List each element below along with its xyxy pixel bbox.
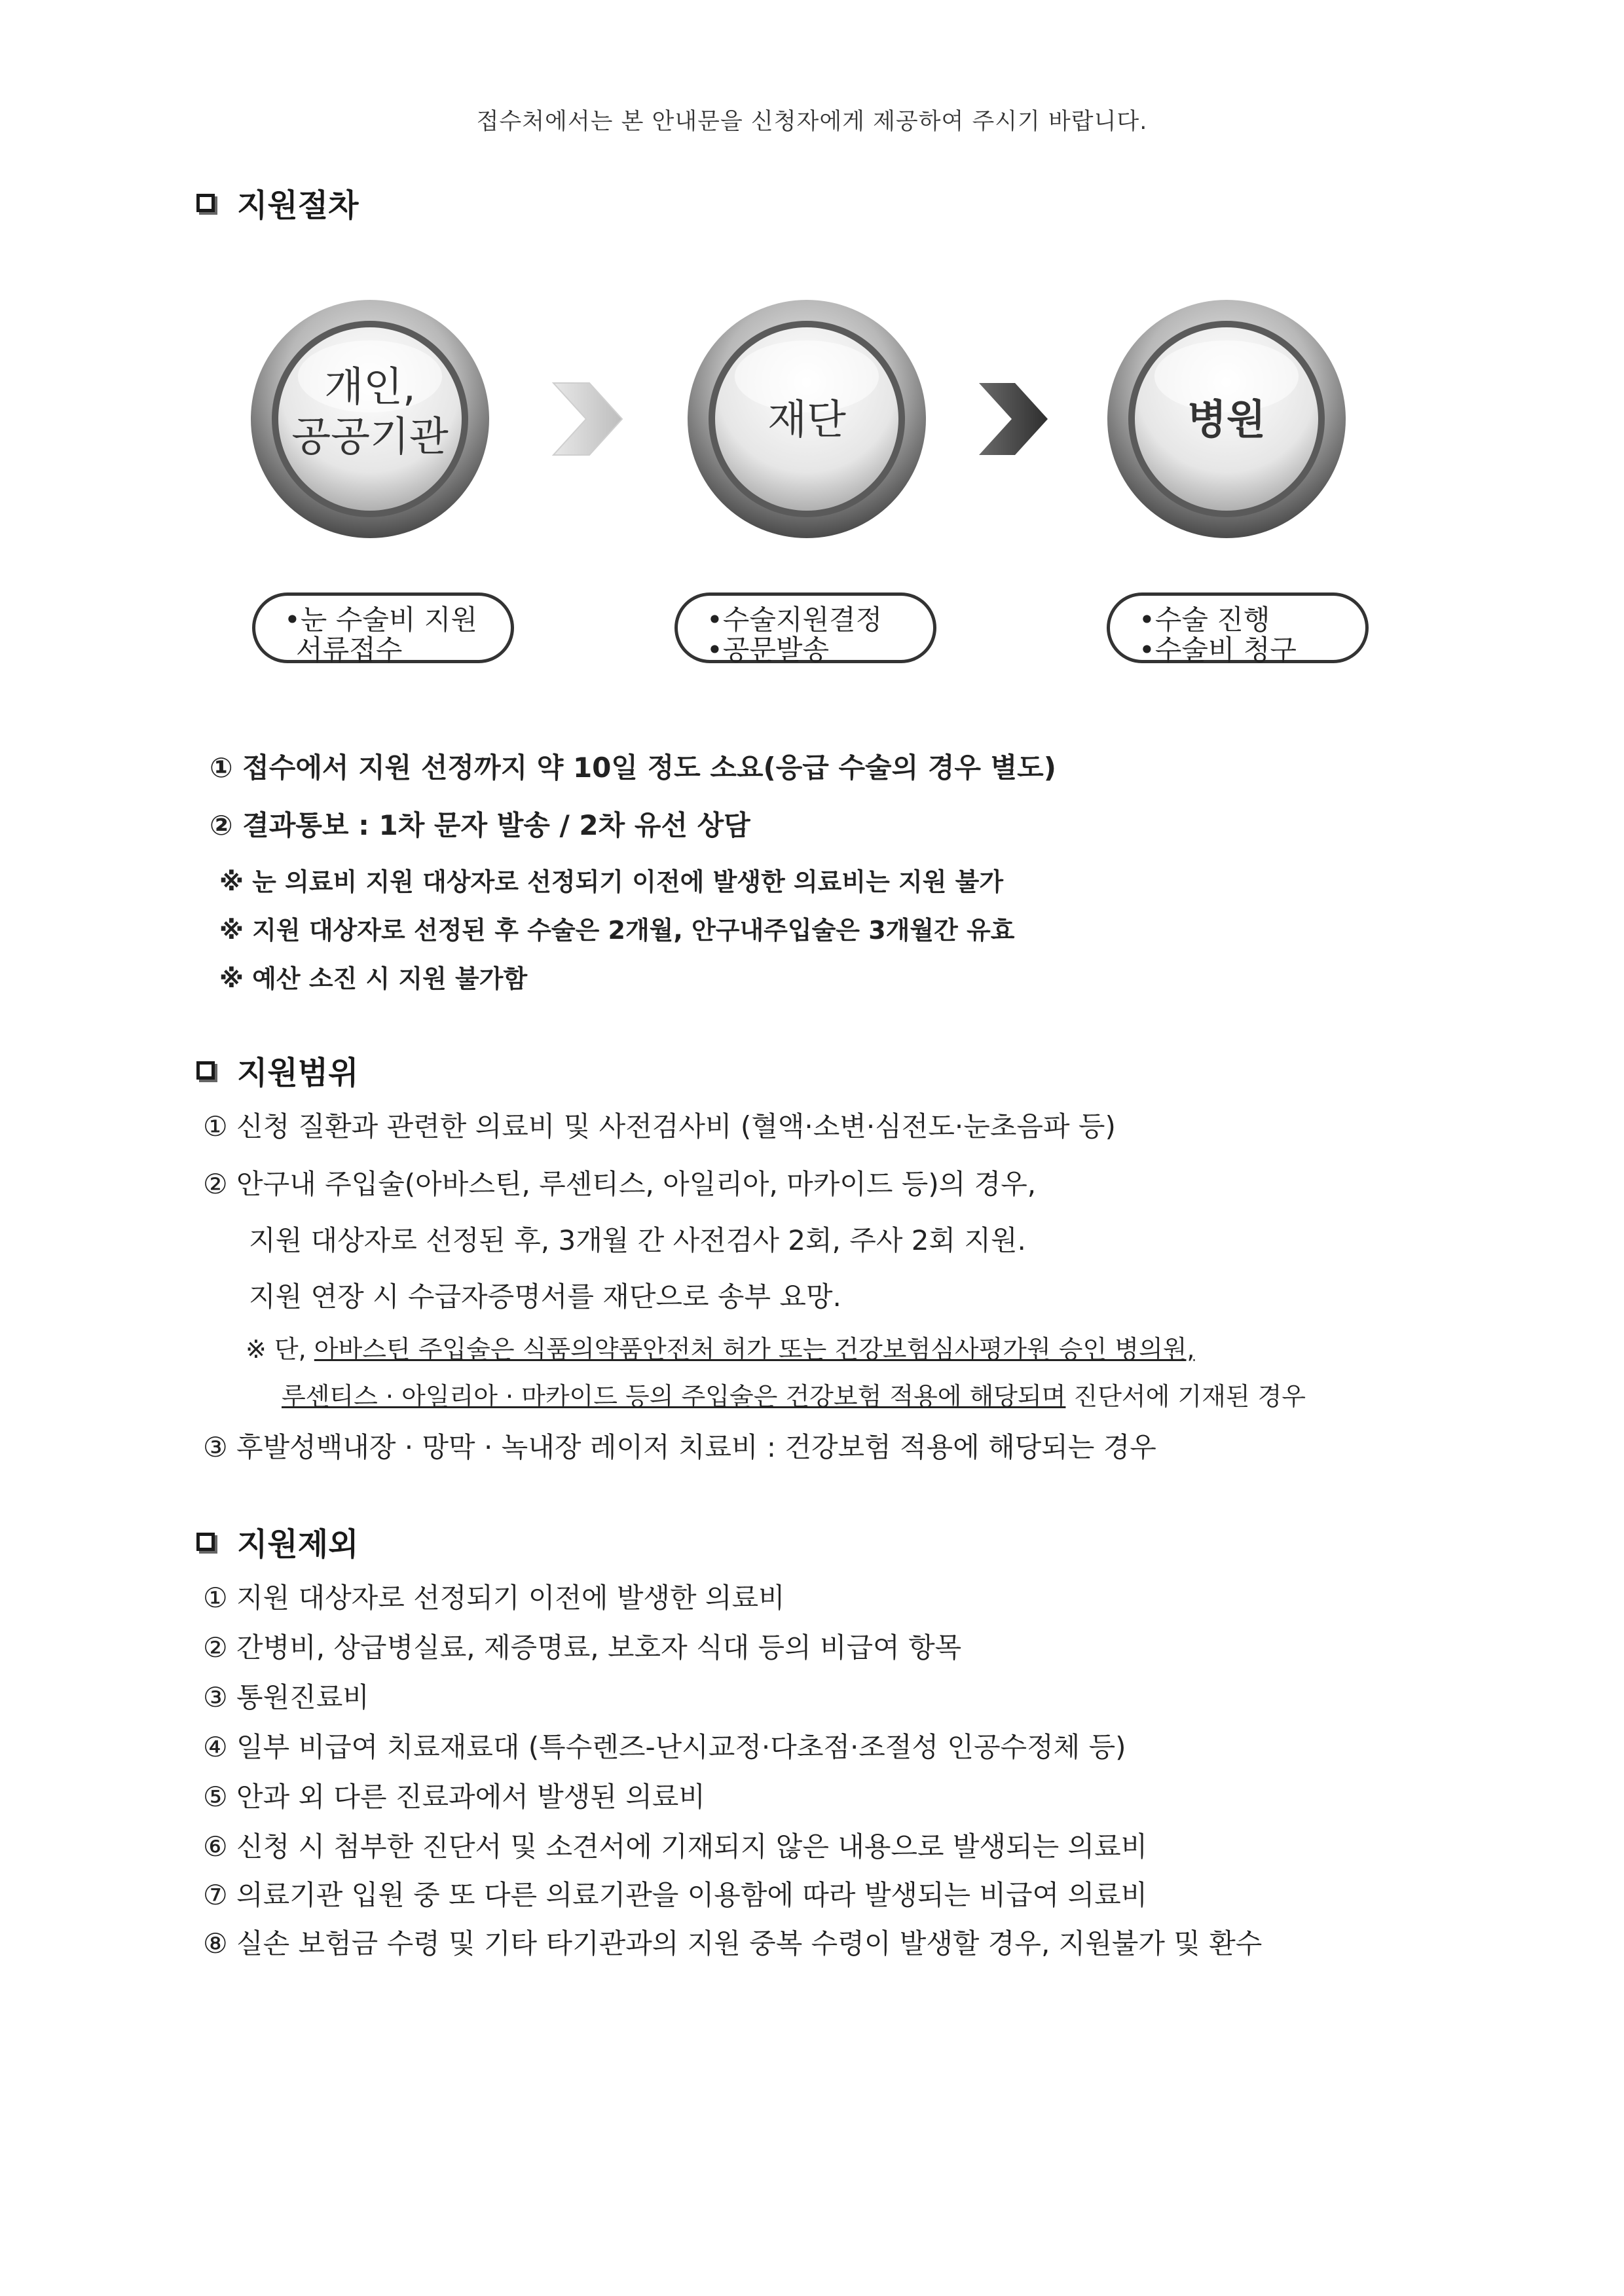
step-2-bullet-2: •공문발송	[707, 634, 830, 666]
exclusion-item-7: ⑦ 의료기관 입원 중 또 다른 의료기관을 이용함에 따라 발생되는 비급여 의료비	[203, 1879, 1148, 1911]
procedure-note-2: ② 결과통보 : 1차 문자 발송 / 2차 유선 상담	[210, 809, 750, 841]
scope-item-3: ③ 후발성백내장 · 망막 · 녹내장 레이저 치료비 : 건강보험 적용에 해당되는 경우	[203, 1431, 1156, 1463]
exclusion-item-8: ⑧ 실손 보험금 수령 및 기타 타기관과의 지원 중복 수령이 발생할 경우, 지원불가 및 환수	[203, 1927, 1263, 1959]
note-underlined-2: 루센티스 · 아일리아 · 마카이드 등의 주입술은 건강보험 적용에 해당되며	[282, 1382, 1066, 1411]
step-1-label-line2: 공공기관	[291, 412, 449, 460]
step-1-bullet-1: •눈 수술비 지원	[284, 604, 477, 636]
exclusion-item-3: ③ 통원진료비	[203, 1681, 369, 1713]
step-1-label-line1: 개인,	[324, 363, 416, 410]
section-title: 지원제외	[237, 1526, 359, 1563]
note-prefix: ※ 단,	[246, 1335, 314, 1364]
step-2-bullet-1: •수술지원결정	[707, 604, 883, 636]
step-3-label: 병원	[1187, 395, 1266, 443]
procedure-remark-2: ※ 지원 대상자로 선정된 후 수술은 2개월, 안구내주입술은 3개월간 유효	[219, 916, 1015, 945]
scope-item-2-line2: 지원 대상자로 선정된 후, 3개월 간 사전검사 2회, 주사 2회 지원.	[249, 1224, 1026, 1256]
note-suffix: 진단서에 기재된 경우	[1065, 1382, 1306, 1411]
procedure-remark-1: ※ 눈 의료비 지원 대상자로 선정되기 이전에 발생한 의료비는 지원 불가	[219, 867, 1004, 896]
exclusion-item-2: ② 간병비, 상급병실료, 제증명료, 보호자 식대 등의 비급여 항목	[203, 1631, 962, 1664]
step-3-description	[1107, 592, 1369, 666]
flow-arrow-dark-icon	[979, 383, 1048, 455]
exclusion-item-5: ⑤ 안과 외 다른 진료과에서 발생된 의료비	[203, 1781, 705, 1813]
section-heading-scope	[196, 1048, 358, 1093]
section-title: 지원범위	[237, 1055, 359, 1091]
procedure-note-1: ① 접수에서 지원 선정까지 약 10일 정도 소요(응급 수술의 경우 별도)	[210, 752, 1056, 784]
step-3-bullet-2: •수술비 청구	[1139, 634, 1297, 666]
step-3-bullet-1: •수술 진행	[1139, 604, 1270, 636]
section-title: 지원절차	[237, 187, 359, 224]
step-1-bullet-2: 서류접수	[296, 634, 403, 666]
step-1-description	[252, 592, 514, 666]
note-underlined-1: 아바스틴 주입술은 식품의약품안전처 허가 또는 건강보험심사평가원 승인 병의원,	[314, 1335, 1195, 1364]
scope-item-2-line1: ② 안구내 주입술(아바스틴, 루센티스, 아일리아, 마카이드 등)의 경우,	[203, 1168, 1037, 1200]
scope-item-2-line3: 지원 연장 시 수급자증명서를 재단으로 송부 요망.	[249, 1281, 841, 1313]
step-2-label: 재단	[767, 395, 846, 443]
notice-text: 접수처에서는 본 안내문을 신청자에게 제공하여 주시기 바랍니다.	[476, 109, 1148, 135]
checkbox-bullet-icon	[196, 1533, 215, 1551]
exclusion-item-1: ① 지원 대상자로 선정되기 이전에 발생한 의료비	[203, 1582, 785, 1614]
flow-arrow-light-icon	[553, 383, 622, 455]
checkbox-bullet-icon	[196, 1061, 215, 1080]
scope-item-2-note-line1	[246, 1329, 1195, 1365]
scope-item-1: ① 신청 질환과 관련한 의료비 및 사전검사비 (혈액·소변·심전도·눈초음파 등)	[203, 1110, 1116, 1142]
exclusion-item-4: ④ 일부 비급여 치료재료대 (특수렌즈-난시교정·다초점·조절성 인공수정체 등)	[203, 1731, 1126, 1763]
scope-item-2-note-line2	[282, 1376, 1306, 1412]
section-heading-exclusions	[196, 1519, 358, 1564]
exclusion-item-6: ⑥ 신청 시 첨부한 진단서 및 소견서에 기재되지 않은 내용으로 발생되는 의료비	[203, 1831, 1148, 1863]
procedure-remark-3: ※ 예산 소진 시 지원 불가함	[219, 964, 528, 993]
step-2-description	[674, 592, 936, 666]
